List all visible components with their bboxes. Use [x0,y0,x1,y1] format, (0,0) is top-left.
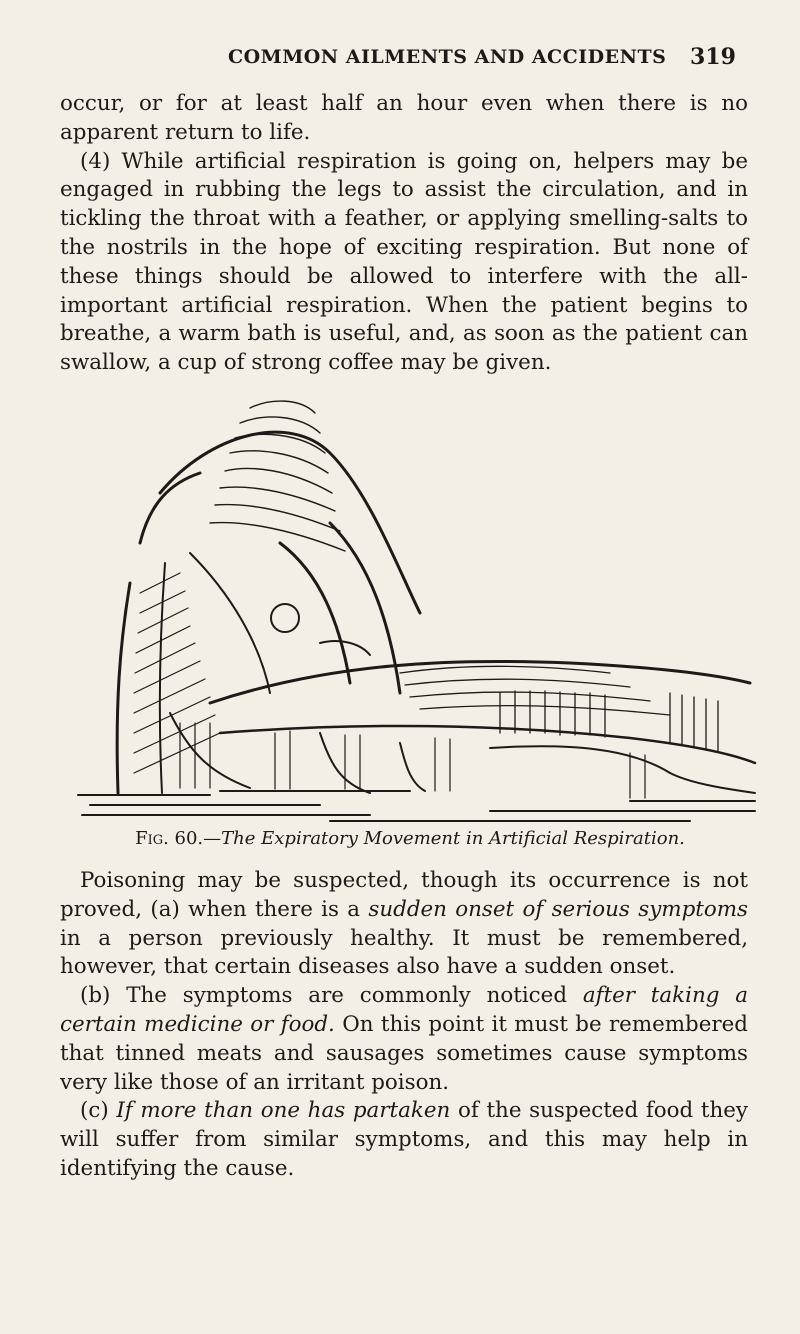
figure-illustration [70,393,760,828]
emphasis-run: If more than one has partaken [116,1098,451,1124]
page-number: 319 [690,44,736,70]
figure-caption [70,828,750,849]
artificial-respiration-engraving [70,393,760,828]
paragraph-poisoning [60,867,748,982]
page-header [0,42,800,74]
paragraph-continuation: occur, or for at least half an hour even when there is no apparent return to life. [60,91,748,145]
running-head: COMMON AILMENTS AND ACCIDENTS [228,46,667,68]
bottom-text-block [60,867,748,1184]
text-run: in a person previously healthy. It must be remembered, however, that certain diseases also have a sudden onset. [60,925,748,980]
paragraph-step-4: (4) While artificial respiration is going on, helpers may be engaged in rubbing the legs to assist the circulation, and in tickling the throat with a feather, or applying smelling-salts to the nostrils in the hope of exciting respiration. But none of these things should be allowed to interfere with the all-important artificial respiration. When the patient begins to breathe, a warm bath is useful, and, as soon as the patient can swallow, a cup of strong coffee may be given. [60,148,748,376]
caption-label: Fig. 60.— [135,828,222,849]
caption-title: The Expiratory Movement in Artificial Respiration. [221,828,685,849]
text-run: (c) [80,1098,117,1124]
text-run: Poisoning may be suspected, though its occurrence is not proved, (a) when there is a [60,868,748,922]
paragraph-b [60,982,748,1097]
top-text-block [60,90,748,378]
emphasis-run: after taking a certain medicine or food. [60,983,749,1037]
text-run: (b) The symptoms are commonly noticed [80,983,583,1009]
text-run: of the suspected food they will suffer from similar symptoms, and this may help in identifying the cause. [60,1098,748,1181]
emphasis-run: sudden onset of serious symptoms [368,896,748,922]
text-run: On this point it must be remembered that tinned meats and sausages sometimes cause symptoms very like those of an irritant poison. [60,1011,748,1095]
paragraph-c [60,1097,748,1183]
